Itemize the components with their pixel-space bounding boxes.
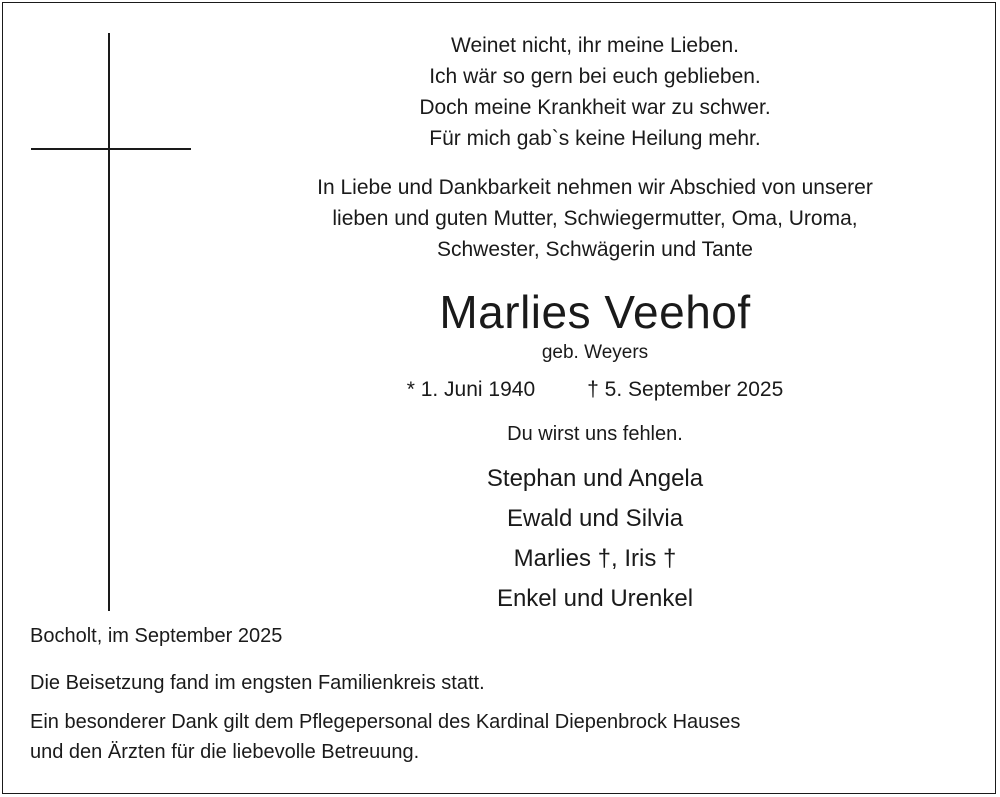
family-member: Enkel und Urenkel <box>496 585 694 612</box>
poem-line: Doch meine Krankheit war zu schwer. <box>419 96 771 119</box>
family-member: Ewald und Silvia <box>506 505 684 532</box>
intro-line: In Liebe und Dankbarkeit nehmen wir Abschied von unserer <box>317 176 873 199</box>
poem <box>185 30 1000 154</box>
thanks-line: und den Ärzten für die liebevolle Betreuung. <box>30 741 420 763</box>
family-list <box>185 459 1000 619</box>
birth-date: * 1. Juni 1940 <box>406 378 536 401</box>
place-and-date: Bocholt, im September 2025 <box>30 625 283 647</box>
intro-text <box>185 172 1000 265</box>
cross-horizontal-bar <box>31 148 191 150</box>
thanks-line: Ein besonderer Dank gilt dem Pflegepersonal des Kardinal Diepenbrock Hauses <box>30 711 741 733</box>
birth-name: geb. Weyers <box>541 342 649 363</box>
poem-line: Ich wär so gern bei euch geblieben. <box>429 65 761 88</box>
intro-line: Schwester, Schwägerin und Tante <box>437 238 753 261</box>
poem-line: Weinet nicht, ihr meine Lieben. <box>451 34 739 57</box>
family-member: Marlies †, Iris † <box>513 545 677 572</box>
farewell-line: Du wirst uns fehlen. <box>507 423 683 445</box>
death-date: † 5. September 2025 <box>587 378 784 401</box>
life-dates <box>185 376 1000 404</box>
burial-note: Die Beisetzung fand im engsten Familienkreis statt. <box>30 672 485 694</box>
poem-line: Für mich gab`s keine Heilung mehr. <box>429 127 761 150</box>
family-member: Stephan und Angela <box>486 465 704 492</box>
cross-vertical-bar <box>108 33 110 611</box>
thanks-note <box>30 707 740 767</box>
intro-line: lieben und guten Mutter, Schwiegermutter, Oma, Uroma, <box>332 207 858 230</box>
deceased-name: Marlies Veehof <box>439 286 751 338</box>
